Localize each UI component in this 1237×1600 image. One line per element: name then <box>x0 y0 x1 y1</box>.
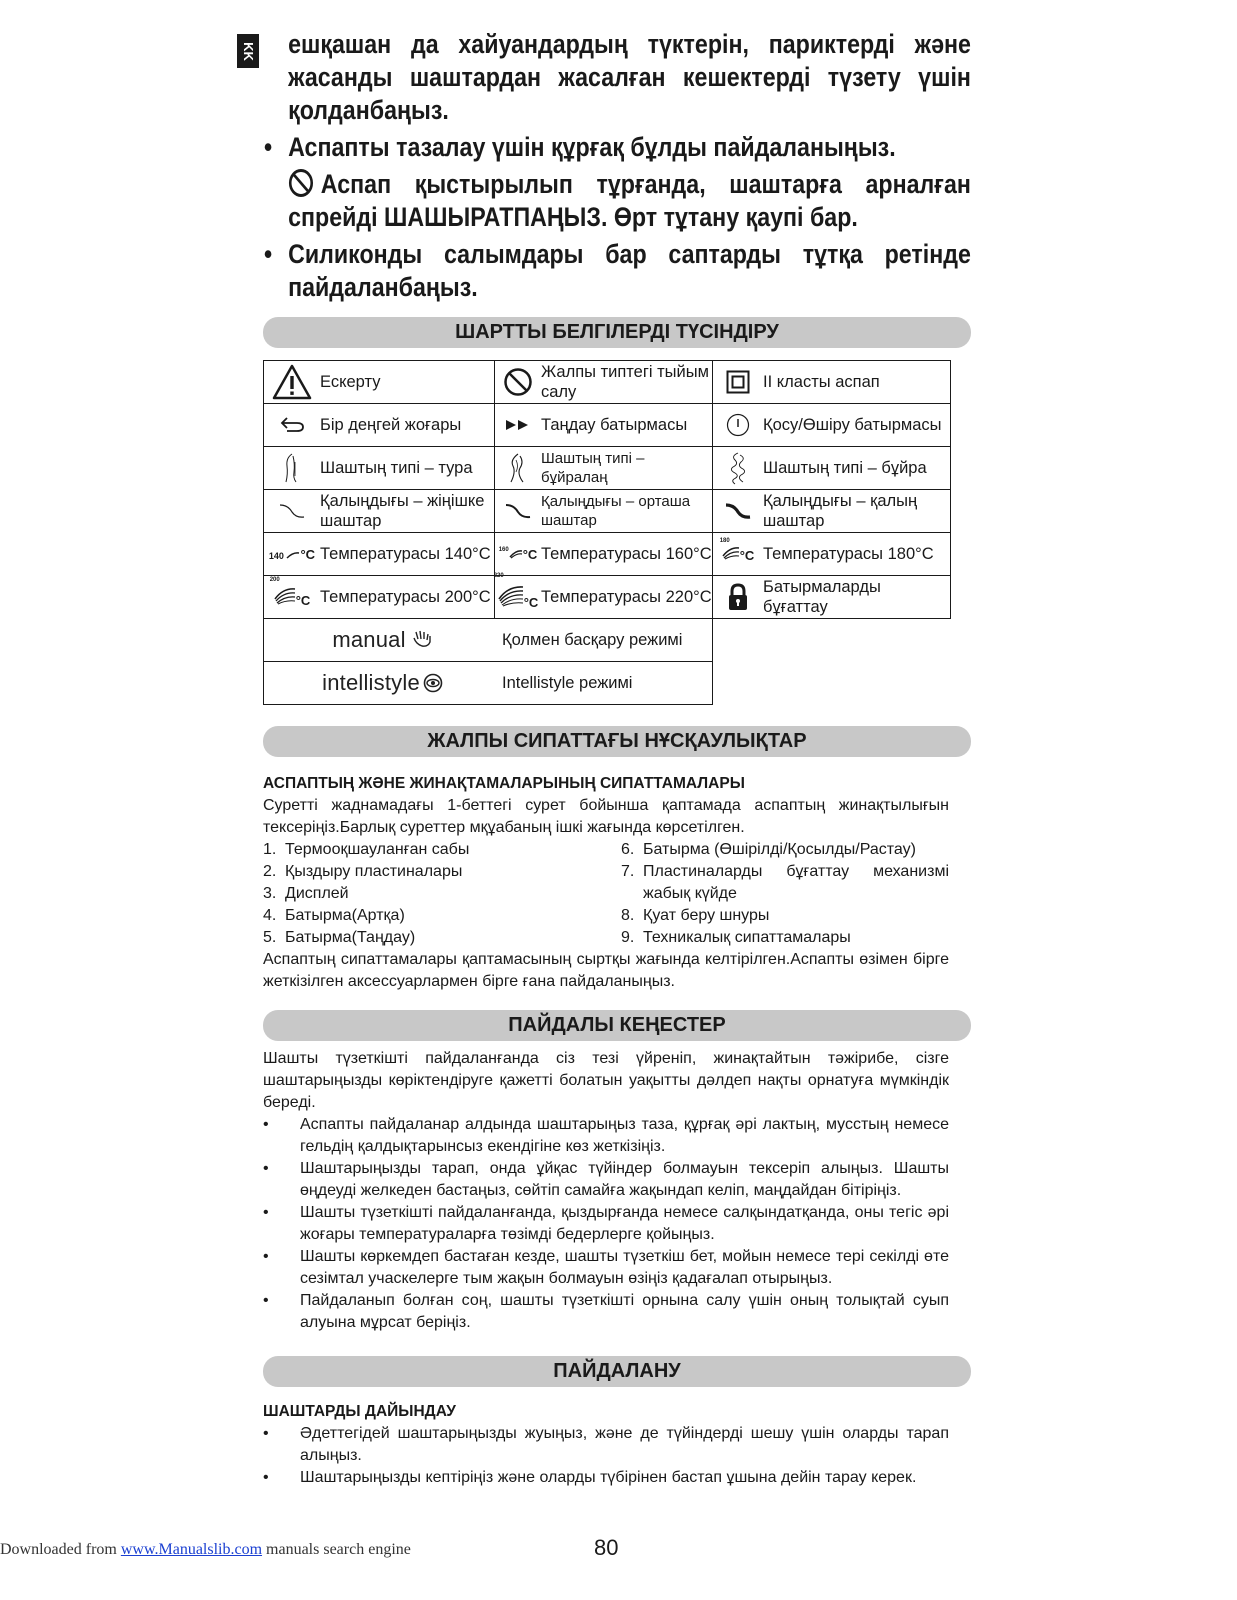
subhead-hair-prep: ШАШТАРДЫ ДАЙЫНДАУ <box>263 1403 456 1420</box>
legend-hair-wavy: Шаштың типі – бұйралаң <box>541 450 645 486</box>
class-ii-icon <box>726 370 750 394</box>
legend-prohibit: Жалпы типтегі тыйым салу <box>541 363 709 401</box>
section-tips-title: ПАЙДАЛЫ КЕҢЕСТЕР <box>263 1010 971 1041</box>
hair-straight-icon <box>283 452 301 484</box>
hair-curly-icon <box>727 451 749 485</box>
legend-class2: II класты аспап <box>763 373 880 391</box>
select-arrows-icon <box>505 419 531 431</box>
intellistyle-eye-icon <box>422 673 444 693</box>
warning-no-spray: Аспап қыстырылып тұрғанда, шаштарға арналған спрейді ШАШЫРАТПАҢЫЗ. Өрт тұтану қаупі бар. <box>288 169 971 232</box>
warning-line-animal-hair: ешқашан да хайуандардың түктерін, париктерді және жасанды шаштардан жасалған кешектерді түзету үшін қолданбаңыз. <box>288 29 971 125</box>
bullet: • <box>264 132 273 162</box>
legend-t160: Температурасы 160°C <box>541 545 712 563</box>
list-item: • Шаштарыңызды кептіріңіз және оларды түбірінен бастап ұшына дейін тарау керек. <box>263 1469 917 1486</box>
legend-t140: Температурасы 140°C <box>320 545 491 563</box>
warning-triangle-icon <box>272 364 312 400</box>
intellistyle-logo: intellistyle <box>264 670 502 696</box>
legend-t220: Температурасы 220°C <box>541 588 712 606</box>
safety-warnings <box>264 28 971 304</box>
general-description <box>263 773 949 993</box>
legend-hair-straight: Шаштың типі – тура <box>320 459 473 477</box>
download-footer: Downloaded from www.Manualslib.com manuals search engine <box>0 1541 411 1558</box>
hair-wavy-icon <box>508 452 528 484</box>
section-legend-title: ШАРТТЫ БЕЛГІЛЕРДІ ТҮСІНДІРУ <box>263 317 971 348</box>
tips-content <box>263 1048 949 1334</box>
prohibit-icon <box>288 168 314 198</box>
back-arrow-icon <box>279 417 305 433</box>
legend-manual: Қолмен басқару режимі <box>502 631 683 649</box>
usage-content <box>263 1401 949 1489</box>
language-tab: KK <box>237 34 259 68</box>
temp-140-icon: 140 °C <box>268 546 316 562</box>
list-item: 7. Пластиналарды бұғаттау механизмі жабық күйде <box>621 863 949 902</box>
list-item: • Пайдаланып болған соң, шашты түзеткішті орнына салу үшін оның толықтай суып алуына мұрсат беріңіз. <box>263 1292 949 1331</box>
prohibit-icon <box>503 367 533 397</box>
legend-lock: Батырмаларды бұғаттау <box>763 578 881 616</box>
list-item: • Аспапты пайдаланар алдында шаштарыңыз таза, құрғақ әрі лактың, мусстың немесе гельдің қалдықтарынсыз екендігіне көз жеткізіңіз. <box>263 1116 949 1155</box>
symbols-legend-table <box>263 360 951 705</box>
list-item: • Шашты көркемдеп бастаған кезде, шашты түзеткіш бет, мойын немесе тері секілді өте сезімтал учаскелерге тым жақын болмауын өзіңіз қадағалап отырыңыз. <box>263 1248 949 1287</box>
lock-icon <box>727 583 749 611</box>
bullet: • <box>264 239 273 269</box>
manual-logo: manual <box>264 627 502 653</box>
general-intro: Суретті жаднамадағы 1-беттегі сурет бойынша қаптамада аспаптың жинақтылығын тексеріңіз.Барлық суреттер мқұабаның ішкі жағында көрсетілген. <box>263 797 949 836</box>
temp-180-icon: 180 °C <box>719 537 755 563</box>
legend-back: Бір деңгей жоғары <box>320 416 462 434</box>
general-outro: Аспаптың сипаттамалары қаптамасының сыртқы жағында келтірілген.Аспапты өзімен бірге жеткізілген аксессуарлармен бірге ғана пайдаланыңыз. <box>263 951 949 990</box>
manualslib-link[interactable]: www.Manualslib.com <box>120 1541 263 1558</box>
legend-thin: Қалыңдығы – жіңішке шаштар <box>320 492 485 530</box>
warning-silicone: • Силиконды салымдары бар саптарды тұтқа ретінде пайдаланбаңыз. <box>264 239 971 302</box>
list-item: • Шаштарыңызды тарап, онда ұйқас түйіндер болмауын тексеріп алыңыз. Шашты өңдеуді желкеден бастаңыз, сөйтіп самайға жақындап келіп, маңдайдан бітіріңіз. <box>263 1160 949 1199</box>
legend-warning: Ескерту <box>320 373 381 391</box>
hand-icon <box>410 630 434 650</box>
list-item: 9. Техникалық сипаттамалары <box>621 929 851 946</box>
temp-200-icon: 200 °C <box>269 576 311 608</box>
legend-select: Таңдау батырмасы <box>541 416 688 434</box>
list-item: 3. Дисплей <box>263 885 349 902</box>
legend-t180: Температурасы 180°C <box>763 545 934 563</box>
temp-160-icon: $^{160}$ °C <box>498 546 538 562</box>
parts-list <box>263 839 949 949</box>
list-item: 4. Батырма(Артқа) <box>263 907 405 924</box>
warning-dry-cloth: • Аспапты тазалау үшін құрғақ бұлды пайдаланыңыз. <box>264 132 896 162</box>
list-item: • Шашты түзеткішті пайдаланғанда, қыздырғанда немесе салқындатқанда, оны тегіс әрі жоғары температураларға төзімді бедерлерге қойыңыз. <box>263 1204 949 1243</box>
list-item: 5. Батырма(Таңдау) <box>263 929 416 946</box>
page-number: 80 <box>594 1535 619 1560</box>
subhead-components: АСПАПТЫҢ ЖӘНЕ ЖИНАҚТАМАЛАРЫНЫҢ СИПАТТАМАЛАРЫ <box>263 775 745 792</box>
list-item: 8. Қуат беру шнуры <box>621 907 770 924</box>
legend-power: Қосу/Өшіру батырмасы <box>763 416 942 434</box>
tips-intro: Шашты түзеткішті пайдаланғанда сіз тезі үйреніп, жинақтайтын тәжірибе, сізге шаштарыңызды көріктендіруге қажетті болатын уақытты дәлдеп нақты орнатуға мүмкіндік береді. <box>263 1050 949 1111</box>
section-general-title: ЖАЛПЫ СИПАТТАҒЫ НҰСҚАУЛЫҚТАР <box>263 726 971 757</box>
section-usage-title: ПАЙДАЛАНУ <box>263 1356 971 1387</box>
list-item: 6. Батырма (Өшірілді/Қосылды/Растау) <box>621 841 916 858</box>
list-item: 1. Термооқшауланған сабы <box>263 841 470 858</box>
legend-medium: Қалыңдығы – орташа шаштар <box>541 493 691 529</box>
legend-thick: Қалыңдығы – қалың шаштар <box>763 492 918 530</box>
legend-hair-curly: Шаштың типі – бұйра <box>763 459 927 477</box>
legend-t200: Температурасы 200°C <box>320 588 491 606</box>
legend-intellistyle: Intellistyle режимі <box>502 674 633 692</box>
thin-hair-icon <box>278 502 306 520</box>
list-item: • Әдеттегідей шаштарыңызды жуыңыз, және де түйіндерді шешу үшін оларды тарап алыңыз. <box>263 1425 949 1464</box>
temp-220-icon: 220 °C <box>493 572 539 610</box>
thick-hair-icon <box>724 502 752 520</box>
list-item: 2. Қыздыру пластиналары <box>263 863 463 880</box>
medium-hair-icon <box>504 502 532 520</box>
power-button-icon <box>726 413 750 437</box>
